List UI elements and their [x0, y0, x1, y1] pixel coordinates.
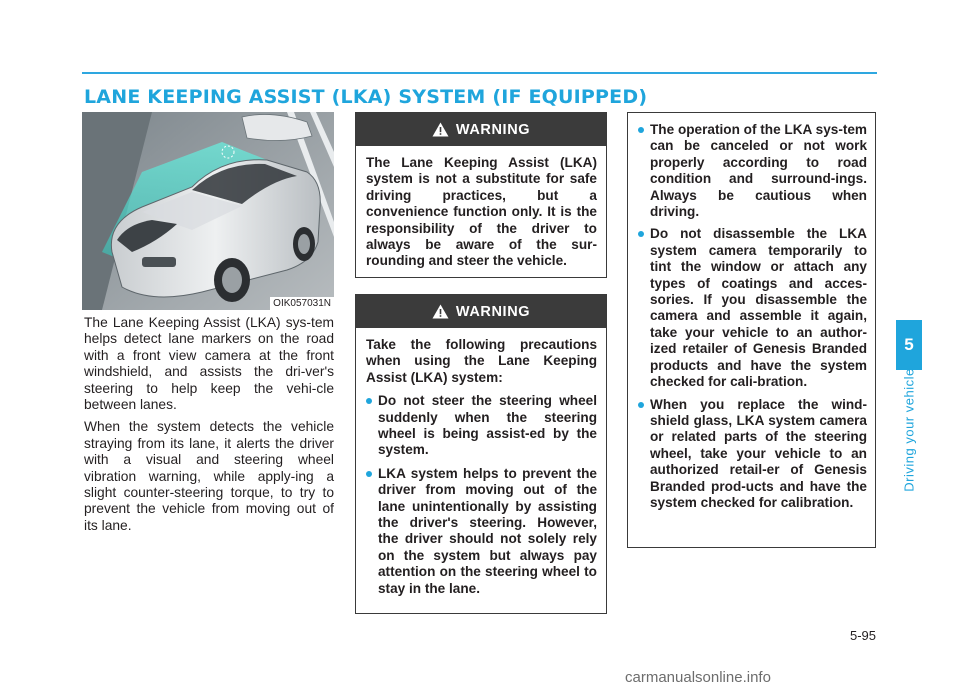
- intro-paragraph-2: When the system detects the vehicle straying from its lane, it alerts the driver with a visual and steering wheel vibration warning, while apply-ing a slight counter-steering torque, to try to prevent the vehicle from moving out of its lane.: [84, 419, 334, 533]
- warning-body: [356, 328, 606, 605]
- chapter-tab: [896, 320, 922, 370]
- intro-text: [84, 315, 334, 540]
- warning-bullet-list: [366, 393, 597, 597]
- warning-box-2: [355, 294, 607, 614]
- page-number: 5-95: [849, 628, 876, 643]
- car-illustration: [82, 112, 334, 310]
- bullet-item: When you replace the wind-shield glass, LKA system camera or related parts of the steering wheel, take your vehicle to an authorized retail-er of Genesis Branded prod-ucts and have the system checked for calibration.: [638, 397, 867, 512]
- bullet-item: Do not steer the steering wheel suddenly when the steering wheel is being assist-ed by the system.: [366, 393, 597, 459]
- warning-text: The Lane Keeping Assist (LKA) system is not a substitute for safe driving practices, but a convenience function only. It is the responsibility of the driver to always be aware of the sur-rounding and steer the vehicle.: [366, 155, 597, 269]
- warning-label: WARNING: [455, 121, 531, 138]
- warning-body: [356, 146, 606, 278]
- warning-header: [356, 113, 606, 146]
- top-rule: [82, 72, 877, 74]
- intro-paragraph-1: The Lane Keeping Assist (LKA) sys-tem helps detect lane markers on the road with a front view camera at the front windshield, and assists the dri-ver's steering to help keep the vehi-cle between lanes.: [84, 315, 334, 413]
- image-code: OIK057031N: [270, 297, 334, 310]
- warning-label: WARNING: [455, 303, 531, 320]
- watermark: carmanualsonline.info: [625, 669, 771, 686]
- caution-bullets-box: [627, 112, 876, 548]
- bullet-item: The operation of the LKA sys-tem can be canceled or not work properly according to road condition and surround-ings. Always be cautious when driving.: [638, 122, 867, 220]
- warning-header: [356, 295, 606, 328]
- caution-bullet-list: [638, 122, 867, 511]
- section-title: LANE KEEPING ASSIST (LKA) SYSTEM (IF EQUIPPED): [84, 86, 648, 108]
- warning-triangle-icon: [432, 304, 449, 319]
- warning-triangle-icon: [432, 122, 449, 137]
- warning-intro: Take the following precautions when using the Lane Keeping Assist (LKA) system:: [366, 337, 597, 385]
- bullet-item: Do not disassemble the LKA system camera temporarily to tint the window or attach any types of coatings and acces-sories. If you disassemble the camera and assemble it again, take your vehicle to an author-ized retailer of Genesis Branded products and have the system checked for cali-bration.: [638, 226, 867, 390]
- bullet-item: LKA system helps to prevent the driver from moving out of the lane unintentionally by assisting the driver's steering. However, the driver should not solely rely on the system but always pay attention on the steering wheel to stay in the lane.: [366, 466, 597, 597]
- warning-box-1: [355, 112, 607, 278]
- chapter-name: Driving your vehicle: [901, 368, 917, 492]
- chapter-number: 5: [904, 335, 914, 354]
- car-picture: [82, 112, 334, 310]
